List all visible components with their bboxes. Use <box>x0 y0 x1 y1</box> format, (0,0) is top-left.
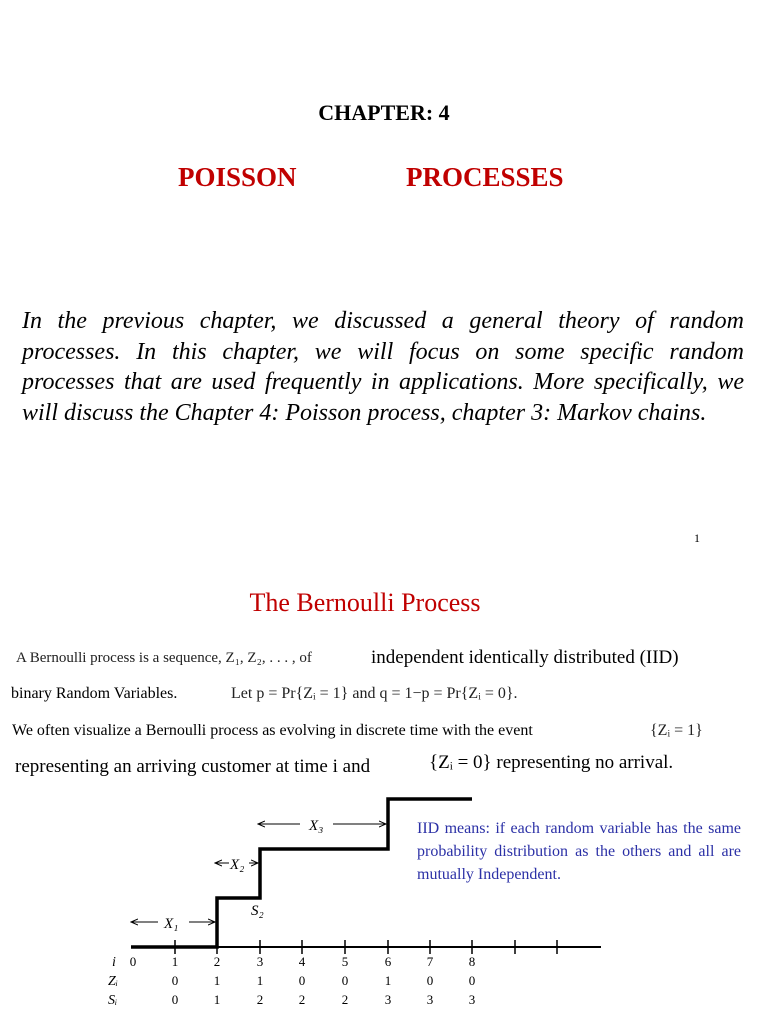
interarrival-x1 <box>131 916 215 932</box>
svg-text:2: 2 <box>298 992 306 1007</box>
probability-definition: Let p = Pr{Zᵢ = 1} and q = 1−p = Pr{Zᵢ = 0}. <box>231 685 518 702</box>
svg-text:1: 1 <box>171 954 179 969</box>
svg-text:1: 1 <box>213 992 221 1007</box>
arrival-event: {Zᵢ = 1} <box>650 722 703 739</box>
svg-text:1: 1 <box>384 973 392 988</box>
svg-text:3: 3 <box>426 992 434 1007</box>
svg-text:0: 0 <box>341 973 349 988</box>
svg-text:0: 0 <box>468 973 476 988</box>
title-word-poisson: POISSON <box>178 162 297 192</box>
svg-text:0: 0 <box>298 973 306 988</box>
svg-text:7: 7 <box>426 954 434 969</box>
svg-text:2: 2 <box>341 992 349 1007</box>
svg-text:0: 0 <box>426 973 434 988</box>
chapter-heading: CHAPTER: 4 <box>318 100 450 125</box>
svg-text:X₂: X₂ <box>230 857 245 873</box>
s-values <box>172 992 476 1007</box>
svg-text:1: 1 <box>213 973 221 988</box>
interarrival-x2 <box>215 857 258 873</box>
s2-label: S₂ <box>251 903 264 919</box>
svg-text:3: 3 <box>256 954 264 969</box>
row-label-i: i <box>112 955 116 970</box>
definition-text: A Bernoulli process is a sequence, Z₁, Z₂, . . . , of <box>16 650 312 666</box>
z-values <box>172 973 476 988</box>
intro-paragraph: In the previous chapter, we discussed a general theory of random processes. In this chapter, we will focus on some specific random processes that are used frequently in applications. More specifically, we will discuss the Chapter 4: Poisson process, chapter 3: Markov chains. <box>22 308 744 427</box>
row-label-s: Sᵢ <box>108 993 118 1008</box>
no-arrival-text: {Zᵢ = 0} representing no arrival. <box>429 752 674 773</box>
interarrival-x3 <box>258 818 386 834</box>
section-title: The Bernoulli Process <box>249 588 481 617</box>
page-number: 1 <box>694 531 700 545</box>
svg-text:1: 1 <box>256 973 264 988</box>
i-values <box>130 954 476 969</box>
svg-text:X₁: X₁ <box>164 916 179 932</box>
visualization-text: We often visualize a Bernoulli process as evolving in discrete time with the event <box>12 722 533 739</box>
iid-note: IID means: if each random variable has the same probability distribution as the others and all are mutually Independent. <box>417 820 741 883</box>
svg-text:5: 5 <box>341 954 349 969</box>
svg-text:0: 0 <box>171 973 179 988</box>
svg-text:X₃: X₃ <box>309 818 324 834</box>
svg-text:3: 3 <box>468 992 476 1007</box>
svg-text:4: 4 <box>298 954 306 969</box>
arrival-text: representing an arriving customer at time i and <box>15 756 371 777</box>
definition-text-iid: independent identically distributed (IID) <box>371 647 679 668</box>
svg-text:8: 8 <box>468 954 476 969</box>
definition-text-binary: binary Random Variables. <box>11 685 178 702</box>
svg-text:6: 6 <box>384 954 392 969</box>
svg-text:2: 2 <box>213 954 221 969</box>
bernoulli-figure <box>0 780 768 1024</box>
title-word-processes: PROCESSES <box>406 162 564 192</box>
svg-text:2: 2 <box>256 992 264 1007</box>
row-label-z: Zᵢ <box>108 974 119 989</box>
svg-text:0: 0 <box>171 992 179 1007</box>
arrival-staircase <box>131 799 472 947</box>
svg-text:0: 0 <box>129 954 137 969</box>
svg-text:3: 3 <box>384 992 392 1007</box>
